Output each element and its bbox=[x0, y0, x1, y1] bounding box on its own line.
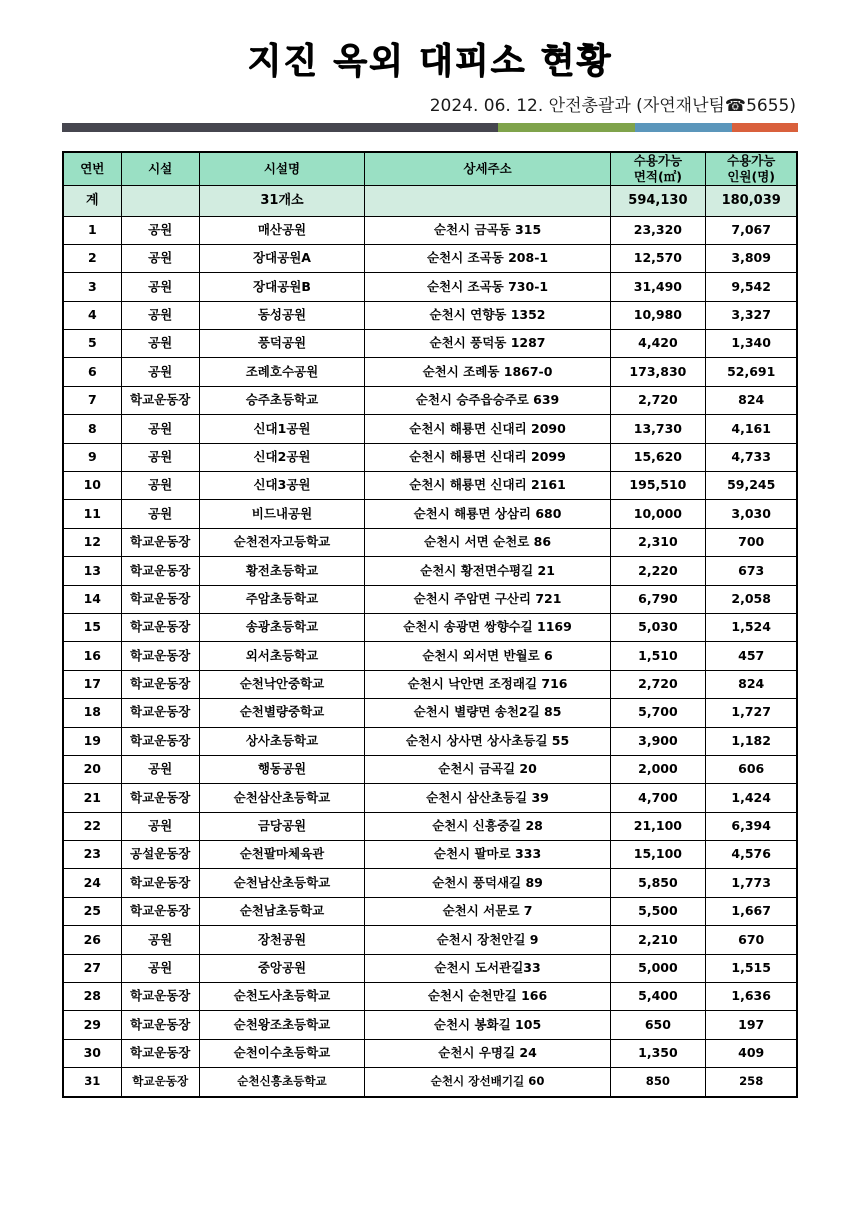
cell-type: 학교운동장 bbox=[121, 1068, 199, 1097]
table-row bbox=[63, 472, 797, 500]
cell-type: 공원 bbox=[121, 926, 199, 954]
table-row bbox=[63, 1039, 797, 1067]
cell-address: 순천시 승주읍승주로 639 bbox=[365, 386, 611, 414]
cell-area: 2,310 bbox=[610, 528, 705, 556]
cell-capacity: 4,576 bbox=[705, 841, 797, 869]
cell-name: 순천삼산초등학교 bbox=[199, 784, 364, 812]
cell-no: 29 bbox=[63, 1011, 121, 1039]
cell-type: 학교운동장 bbox=[121, 897, 199, 925]
cell-name: 순천팔마체육관 bbox=[199, 841, 364, 869]
cell-area: 10,000 bbox=[610, 500, 705, 528]
cell-area: 2,210 bbox=[610, 926, 705, 954]
column-header-capacity-line2: 인원(명) bbox=[727, 168, 776, 184]
cell-type: 학교운동장 bbox=[121, 1039, 199, 1067]
cell-no: 27 bbox=[63, 954, 121, 982]
table-row bbox=[63, 273, 797, 301]
column-header-area bbox=[610, 152, 705, 185]
cell-area: 5,000 bbox=[610, 954, 705, 982]
cell-no: 1 bbox=[63, 216, 121, 244]
cell-area: 650 bbox=[610, 1011, 705, 1039]
cell-capacity: 4,733 bbox=[705, 443, 797, 471]
cell-capacity: 673 bbox=[705, 557, 797, 585]
rule-segment-dark bbox=[62, 123, 498, 132]
table-row bbox=[63, 528, 797, 556]
cell-area: 5,030 bbox=[610, 613, 705, 641]
table-row bbox=[63, 727, 797, 755]
rule-segment-blue bbox=[635, 123, 732, 132]
cell-no: 15 bbox=[63, 613, 121, 641]
column-header-name: 시설명 bbox=[199, 152, 364, 185]
cell-name: 장대공원B bbox=[199, 273, 364, 301]
table-row bbox=[63, 841, 797, 869]
cell-name: 신대2공원 bbox=[199, 443, 364, 471]
table-header bbox=[63, 152, 797, 185]
cell-capacity: 824 bbox=[705, 386, 797, 414]
cell-type: 공원 bbox=[121, 301, 199, 329]
cell-name: 순천전자고등학교 bbox=[199, 528, 364, 556]
table-row bbox=[63, 386, 797, 414]
rule-segment-orange bbox=[732, 123, 798, 132]
cell-no: 9 bbox=[63, 443, 121, 471]
cell-address: 순천시 장천안길 9 bbox=[365, 926, 611, 954]
cell-address: 순천시 해룡면 상삼리 680 bbox=[365, 500, 611, 528]
table-row bbox=[63, 926, 797, 954]
cell-address: 순천시 장선배기길 60 bbox=[365, 1068, 611, 1097]
cell-name: 비드내공원 bbox=[199, 500, 364, 528]
cell-area: 4,700 bbox=[610, 784, 705, 812]
table-row bbox=[63, 954, 797, 982]
cell-no: 23 bbox=[63, 841, 121, 869]
shelter-table-container bbox=[62, 151, 798, 1097]
cell-capacity: 258 bbox=[705, 1068, 797, 1097]
cell-name: 황전초등학교 bbox=[199, 557, 364, 585]
cell-name: 신대1공원 bbox=[199, 415, 364, 443]
cell-capacity: 3,030 bbox=[705, 500, 797, 528]
total-area: 594,130 bbox=[610, 185, 705, 216]
table-row bbox=[63, 699, 797, 727]
cell-name: 조례호수공원 bbox=[199, 358, 364, 386]
cell-capacity: 409 bbox=[705, 1039, 797, 1067]
table-row bbox=[63, 585, 797, 613]
cell-address: 순천시 별량면 송천2길 85 bbox=[365, 699, 611, 727]
total-address bbox=[365, 185, 611, 216]
cell-capacity: 670 bbox=[705, 926, 797, 954]
cell-area: 173,830 bbox=[610, 358, 705, 386]
cell-type: 학교운동장 bbox=[121, 670, 199, 698]
cell-area: 4,420 bbox=[610, 330, 705, 358]
total-type bbox=[121, 185, 199, 216]
cell-type: 공원 bbox=[121, 755, 199, 783]
cell-capacity: 3,809 bbox=[705, 244, 797, 272]
cell-type: 공원 bbox=[121, 812, 199, 840]
cell-area: 10,980 bbox=[610, 301, 705, 329]
cell-type: 학교운동장 bbox=[121, 386, 199, 414]
table-row bbox=[63, 415, 797, 443]
cell-area: 6,790 bbox=[610, 585, 705, 613]
cell-type: 공원 bbox=[121, 358, 199, 386]
cell-no: 17 bbox=[63, 670, 121, 698]
table-row bbox=[63, 557, 797, 585]
cell-capacity: 1,524 bbox=[705, 613, 797, 641]
cell-no: 30 bbox=[63, 1039, 121, 1067]
cell-address: 순천시 우명길 24 bbox=[365, 1039, 611, 1067]
table-row bbox=[63, 784, 797, 812]
cell-area: 1,350 bbox=[610, 1039, 705, 1067]
table-row bbox=[63, 869, 797, 897]
column-header-area-line2: 면적(㎡) bbox=[633, 168, 682, 184]
cell-name: 순천이수초등학교 bbox=[199, 1039, 364, 1067]
cell-capacity: 6,394 bbox=[705, 812, 797, 840]
cell-name: 매산공원 bbox=[199, 216, 364, 244]
cell-area: 15,100 bbox=[610, 841, 705, 869]
table-row bbox=[63, 500, 797, 528]
shelter-table bbox=[62, 151, 798, 1097]
cell-area: 31,490 bbox=[610, 273, 705, 301]
cell-area: 1,510 bbox=[610, 642, 705, 670]
cell-capacity: 52,691 bbox=[705, 358, 797, 386]
cell-type: 공원 bbox=[121, 954, 199, 982]
cell-address: 순천시 황전면수평길 21 bbox=[365, 557, 611, 585]
cell-address: 순천시 송광면 쌍향수길 1169 bbox=[365, 613, 611, 641]
cell-no: 13 bbox=[63, 557, 121, 585]
cell-capacity: 1,667 bbox=[705, 897, 797, 925]
cell-address: 순천시 상사면 상사초등길 55 bbox=[365, 727, 611, 755]
cell-capacity: 59,245 bbox=[705, 472, 797, 500]
cell-no: 20 bbox=[63, 755, 121, 783]
cell-no: 12 bbox=[63, 528, 121, 556]
cell-address: 순천시 서문로 7 bbox=[365, 897, 611, 925]
cell-no: 14 bbox=[63, 585, 121, 613]
cell-name: 순천신흥초등학교 bbox=[199, 1068, 364, 1097]
cell-area: 23,320 bbox=[610, 216, 705, 244]
cell-address: 순천시 조곡동 730-1 bbox=[365, 273, 611, 301]
cell-name: 주암초등학교 bbox=[199, 585, 364, 613]
cell-address: 순천시 순천만길 166 bbox=[365, 983, 611, 1011]
cell-name: 풍덕공원 bbox=[199, 330, 364, 358]
cell-no: 6 bbox=[63, 358, 121, 386]
column-header-type: 시설 bbox=[121, 152, 199, 185]
cell-capacity: 1,424 bbox=[705, 784, 797, 812]
cell-area: 5,500 bbox=[610, 897, 705, 925]
cell-address: 순천시 연향동 1352 bbox=[365, 301, 611, 329]
cell-name: 송광초등학교 bbox=[199, 613, 364, 641]
cell-type: 학교운동장 bbox=[121, 1011, 199, 1039]
cell-area: 13,730 bbox=[610, 415, 705, 443]
table-row bbox=[63, 755, 797, 783]
cell-area: 195,510 bbox=[610, 472, 705, 500]
cell-capacity: 2,058 bbox=[705, 585, 797, 613]
cell-type: 학교운동장 bbox=[121, 869, 199, 897]
cell-capacity: 197 bbox=[705, 1011, 797, 1039]
cell-no: 21 bbox=[63, 784, 121, 812]
cell-type: 공원 bbox=[121, 330, 199, 358]
cell-capacity: 700 bbox=[705, 528, 797, 556]
cell-type: 학교운동장 bbox=[121, 613, 199, 641]
cell-no: 19 bbox=[63, 727, 121, 755]
table-header-row bbox=[63, 152, 797, 185]
cell-type: 학교운동장 bbox=[121, 983, 199, 1011]
rule-segment-green bbox=[498, 123, 635, 132]
table-row bbox=[63, 1011, 797, 1039]
cell-no: 2 bbox=[63, 244, 121, 272]
column-header-capacity bbox=[705, 152, 797, 185]
cell-name: 순천왕조초등학교 bbox=[199, 1011, 364, 1039]
cell-type: 학교운동장 bbox=[121, 727, 199, 755]
cell-no: 31 bbox=[63, 1068, 121, 1097]
cell-address: 순천시 도서관길33 bbox=[365, 954, 611, 982]
total-capacity: 180,039 bbox=[705, 185, 797, 216]
cell-type: 학교운동장 bbox=[121, 784, 199, 812]
cell-type: 학교운동장 bbox=[121, 699, 199, 727]
cell-capacity: 1,340 bbox=[705, 330, 797, 358]
cell-no: 22 bbox=[63, 812, 121, 840]
cell-area: 5,850 bbox=[610, 869, 705, 897]
cell-area: 15,620 bbox=[610, 443, 705, 471]
cell-type: 학교운동장 bbox=[121, 528, 199, 556]
cell-address: 순천시 해룡면 신대리 2099 bbox=[365, 443, 611, 471]
table-row bbox=[63, 330, 797, 358]
cell-type: 공원 bbox=[121, 472, 199, 500]
cell-area: 5,700 bbox=[610, 699, 705, 727]
cell-address: 순천시 주암면 구산리 721 bbox=[365, 585, 611, 613]
table-row bbox=[63, 983, 797, 1011]
cell-address: 순천시 풍덕새길 89 bbox=[365, 869, 611, 897]
cell-area: 2,220 bbox=[610, 557, 705, 585]
cell-name: 순천별량중학교 bbox=[199, 699, 364, 727]
cell-type: 학교운동장 bbox=[121, 557, 199, 585]
cell-address: 순천시 조례동 1867-0 bbox=[365, 358, 611, 386]
cell-no: 28 bbox=[63, 983, 121, 1011]
cell-capacity: 1,636 bbox=[705, 983, 797, 1011]
cell-address: 순천시 해룡면 신대리 2090 bbox=[365, 415, 611, 443]
cell-capacity: 606 bbox=[705, 755, 797, 783]
cell-capacity: 1,727 bbox=[705, 699, 797, 727]
cell-name: 외서초등학교 bbox=[199, 642, 364, 670]
cell-no: 18 bbox=[63, 699, 121, 727]
cell-type: 공원 bbox=[121, 244, 199, 272]
cell-no: 10 bbox=[63, 472, 121, 500]
cell-type: 학교운동장 bbox=[121, 585, 199, 613]
total-count: 31개소 bbox=[199, 185, 364, 216]
cell-area: 850 bbox=[610, 1068, 705, 1097]
cell-capacity: 1,182 bbox=[705, 727, 797, 755]
cell-name: 순천남초등학교 bbox=[199, 897, 364, 925]
cell-no: 5 bbox=[63, 330, 121, 358]
cell-capacity: 824 bbox=[705, 670, 797, 698]
page-title: 지진 옥외 대피소 현황 bbox=[247, 42, 613, 82]
cell-no: 16 bbox=[63, 642, 121, 670]
table-total-row bbox=[63, 185, 797, 216]
cell-no: 26 bbox=[63, 926, 121, 954]
cell-type: 공원 bbox=[121, 443, 199, 471]
table-row bbox=[63, 301, 797, 329]
cell-address: 순천시 서면 순천로 86 bbox=[365, 528, 611, 556]
cell-name: 중앙공원 bbox=[199, 954, 364, 982]
cell-address: 순천시 낙안면 조정래길 716 bbox=[365, 670, 611, 698]
cell-name: 장천공원 bbox=[199, 926, 364, 954]
cell-name: 금당공원 bbox=[199, 812, 364, 840]
cell-area: 3,900 bbox=[610, 727, 705, 755]
cell-capacity: 9,542 bbox=[705, 273, 797, 301]
cell-name: 장대공원A bbox=[199, 244, 364, 272]
cell-capacity: 457 bbox=[705, 642, 797, 670]
cell-type: 학교운동장 bbox=[121, 642, 199, 670]
table-row bbox=[63, 216, 797, 244]
cell-no: 3 bbox=[63, 273, 121, 301]
cell-name: 행동공원 bbox=[199, 755, 364, 783]
cell-name: 승주초등학교 bbox=[199, 386, 364, 414]
table-row bbox=[63, 897, 797, 925]
cell-capacity: 3,327 bbox=[705, 301, 797, 329]
table-row bbox=[63, 443, 797, 471]
cell-area: 21,100 bbox=[610, 812, 705, 840]
cell-no: 25 bbox=[63, 897, 121, 925]
cell-name: 순천도사초등학교 bbox=[199, 983, 364, 1011]
table-row bbox=[63, 1068, 797, 1097]
cell-type: 공원 bbox=[121, 415, 199, 443]
document-meta-line: 2024. 06. 12. 안전총괄과 (자연재난팀☎5655) bbox=[429, 96, 796, 117]
cell-address: 순천시 금곡동 315 bbox=[365, 216, 611, 244]
column-header-capacity-line1: 수용가능 bbox=[727, 153, 776, 169]
table-row bbox=[63, 642, 797, 670]
cell-type: 공원 bbox=[121, 500, 199, 528]
cell-address: 순천시 봉화길 105 bbox=[365, 1011, 611, 1039]
cell-type: 공설운동장 bbox=[121, 841, 199, 869]
cell-capacity: 7,067 bbox=[705, 216, 797, 244]
total-label: 계 bbox=[63, 185, 121, 216]
cell-no: 11 bbox=[63, 500, 121, 528]
cell-name: 상사초등학교 bbox=[199, 727, 364, 755]
cell-name: 순천남산초등학교 bbox=[199, 869, 364, 897]
cell-no: 24 bbox=[63, 869, 121, 897]
table-row bbox=[63, 670, 797, 698]
cell-type: 공원 bbox=[121, 216, 199, 244]
cell-address: 순천시 풍덕동 1287 bbox=[365, 330, 611, 358]
cell-area: 12,570 bbox=[610, 244, 705, 272]
cell-capacity: 4,161 bbox=[705, 415, 797, 443]
column-header-no: 연번 bbox=[63, 152, 121, 185]
cell-address: 순천시 해룡면 신대리 2161 bbox=[365, 472, 611, 500]
cell-area: 2,720 bbox=[610, 670, 705, 698]
cell-area: 5,400 bbox=[610, 983, 705, 1011]
table-body bbox=[63, 185, 797, 1097]
table-row bbox=[63, 358, 797, 386]
cell-address: 순천시 외서면 반월로 6 bbox=[365, 642, 611, 670]
cell-name: 순천낙안중학교 bbox=[199, 670, 364, 698]
column-header-area-line1: 수용가능 bbox=[633, 153, 683, 169]
table-row bbox=[63, 812, 797, 840]
cell-area: 2,000 bbox=[610, 755, 705, 783]
cell-no: 7 bbox=[63, 386, 121, 414]
table-row bbox=[63, 244, 797, 272]
cell-address: 순천시 조곡동 208-1 bbox=[365, 244, 611, 272]
cell-type: 공원 bbox=[121, 273, 199, 301]
cell-area: 2,720 bbox=[610, 386, 705, 414]
cell-no: 4 bbox=[63, 301, 121, 329]
cell-address: 순천시 삼산초등길 39 bbox=[365, 784, 611, 812]
cell-address: 순천시 금곡길 20 bbox=[365, 755, 611, 783]
cell-capacity: 1,773 bbox=[705, 869, 797, 897]
decorative-rule-bar bbox=[62, 123, 798, 132]
cell-address: 순천시 신흥중길 28 bbox=[365, 812, 611, 840]
cell-no: 8 bbox=[63, 415, 121, 443]
cell-capacity: 1,515 bbox=[705, 954, 797, 982]
cell-name: 신대3공원 bbox=[199, 472, 364, 500]
table-row bbox=[63, 613, 797, 641]
cell-address: 순천시 팔마로 333 bbox=[365, 841, 611, 869]
column-header-address: 상세주소 bbox=[365, 152, 611, 185]
cell-name: 동성공원 bbox=[199, 301, 364, 329]
